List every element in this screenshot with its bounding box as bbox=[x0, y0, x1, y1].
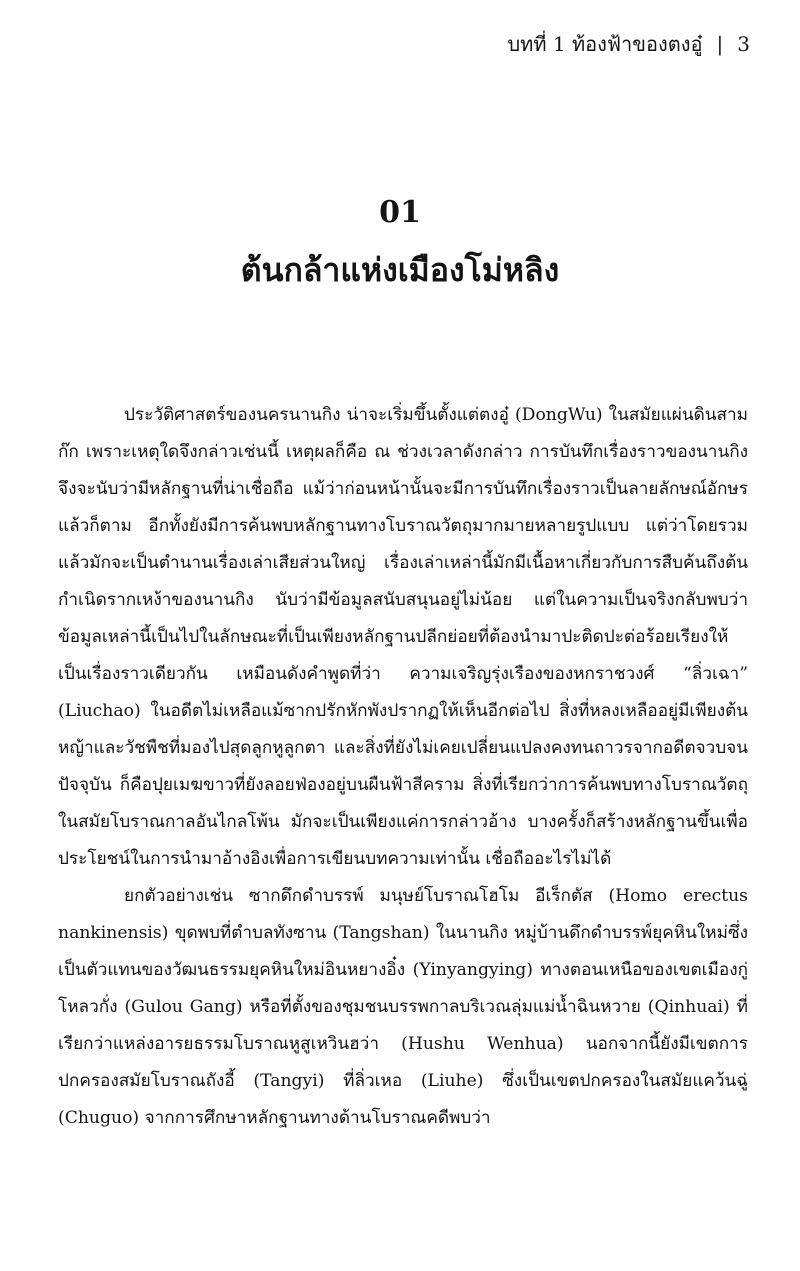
running-title: บทที่ 1 ท้องฟ้าของตงอู๋ bbox=[507, 32, 703, 56]
body-text bbox=[58, 397, 748, 1137]
chapter-number: 01 bbox=[379, 195, 421, 230]
page-number: 3 bbox=[737, 32, 750, 56]
chapter-title: ต้นกล้าแห่งเมืองโม่หลิง bbox=[240, 251, 560, 289]
running-header bbox=[507, 32, 750, 56]
header-separator: | bbox=[716, 32, 724, 56]
paragraph: ประวัติศาสตร์ของนครนานกิง น่าจะเริ่มขึ้นตั้งแต่ตงอู๋ (DongWu) ในสมัยแผ่นดินสามก๊ก เพราะเหตุใดจึงกล่าวเช่นนี้ เหตุผลก็คือ ณ ช่วงเวลาดังกล่าว การบันทึกเรื่องราวของนานกิงจึงจะนับว่ามีหลักฐานที่น่าเชื่อถือ แม้ว่าก่อนหน้านั้นจะมีการบันทึกเรื่องราวเป็นลายลักษณ์อักษรแล้วก็ตาม อีกทั้งยังมีการค้นพบหลักฐานทางโบราณวัตถุมากมายหลายรูปแบบ แต่ว่าโดยรวมแล้วมักจะเป็นตำนานเรื่องเล่าเสียส่วนใหญ่ เรื่องเล่าเหล่านี้มักมีเนื้อหาเกี่ยวกับการสืบค้นถึงต้นกำเนิดรากเหง้าของนานกิง นับว่ามีข้อมูลสนับสนุนอยู่ไม่น้อย แต่ในความเป็นจริงกลับพบว่า ข้อมูลเหล่านี้เป็นไปในลักษณะที่เป็นเพียงหลักฐานปลีกย่อยที่ต้องนำมาปะติดปะต่อร้อยเรียงให้เป็นเรื่องราวเดียวกัน เหมือนดังคำพูดที่ว่า ความเจริญรุ่งเรืองของหกราชวงศ์ “ลิ่วเฉา” (Liuchao) ในอดีตไม่เหลือแม้ซากปรักหักพังปรากฏให้เห็นอีกต่อไป สิ่งที่หลงเหลืออยู่มีเพียงต้นหญ้าและวัชพืชที่มองไปสุดลูกหูลูกตา และสิ่งที่ยังไม่เคยเปลี่ยนแปลงคงทนถาวรจากอดีตจวบจนปัจจุบัน ก็คือปุยเมฆขาวที่ยังลอยฟ่องอยู่บนผืนฟ้าสีคราม สิ่งที่เรียกว่าการค้นพบทางโบราณวัตถุในสมัยโบราณกาลอันไกลโพ้น มักจะเป็นเพียงแค่การกล่าวอ้าง บางครั้งก็สร้างหลักฐานขึ้นเพื่อประโยชน์ในการนำมาอ้างอิงเพื่อการเขียนบทความเท่านั้น เชื่อถืออะไรไม่ได้ bbox=[58, 405, 748, 869]
paragraph: ยกตัวอย่างเช่น ซากดึกดำบรรพ์ มนุษย์โบราณโฮโม อีเร็กตัส (Homo erectus nankinensis) ขุดพบที่ตำบลทังซาน (Tangshan) ในนานกิง หมู่บ้านดึกดำบรรพ์ยุคหินใหม่ซึ่งเป็นตัวแทนของวัฒนธรรมยุคหินใหม่อินหยางอิ๋ง (Yinyangying) ทางตอนเหนือของเขตเมืองกู่โหลวกั่ง (Gulou Gang) หรือที่ตั้งของชุมชนบรรพกาลบริเวณลุ่มแม่น้ำฉินหวาย (Qinhuai) ที่เรียกว่าแหล่งอารยธรรมโบราณหูสูเหวินฮว่า (Hushu Wenhua) นอกจากนี้ยังมีเขตการปกครองสมัยโบราณถังอี้ (Tangyi) ที่ลิ่วเหอ (Liuhe) ซึ่งเป็นเขตปกครองในสมัยแคว้นฉู่ (Chuguo) จากการศึกษาหลักฐานทางด้านโบราณคดีพบว่า bbox=[58, 886, 748, 1128]
